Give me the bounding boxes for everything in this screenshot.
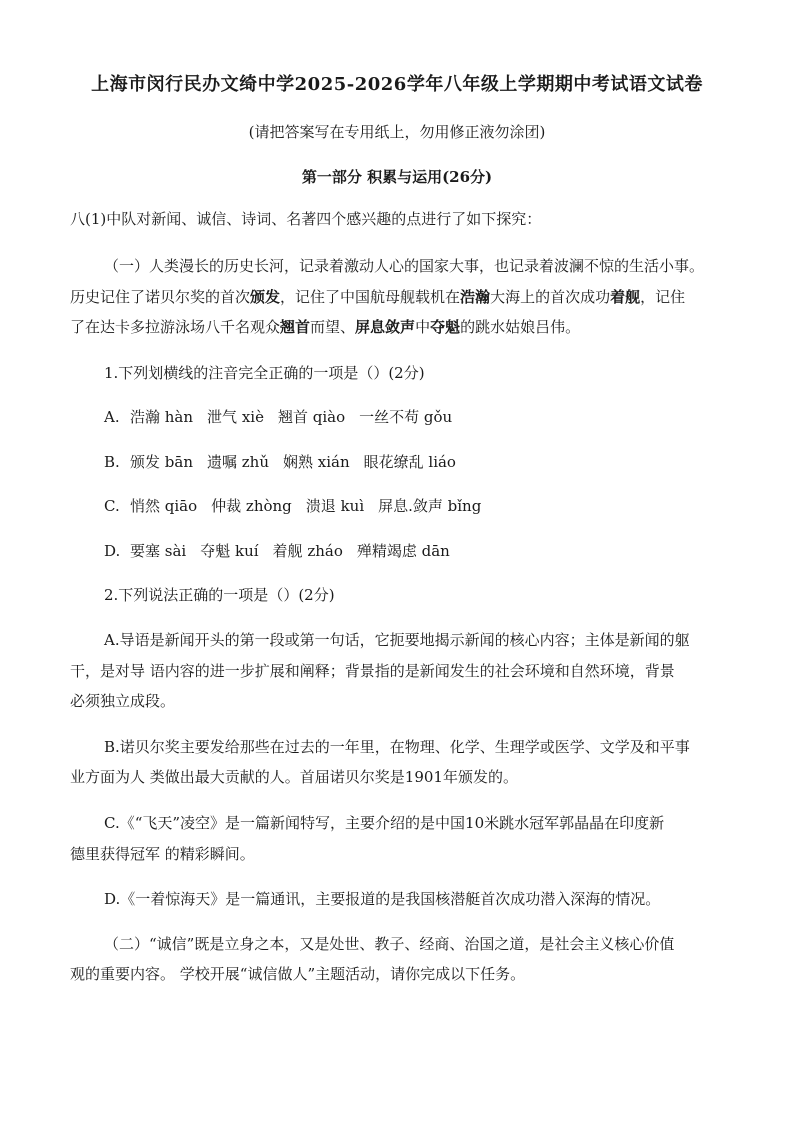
option-item: 殚精竭虑 dān	[356, 542, 450, 560]
passage1-text: 的跳水姑娘吕伟。	[460, 318, 581, 336]
passage1-text: 而望、	[310, 318, 356, 336]
underlined-word: 翘首	[280, 318, 311, 336]
question1-option-a	[104, 406, 764, 428]
passage2-line1: （二）“诚信”既是立身之本，又是处世、教子、经商、治国之道，是社会主义核心价值	[104, 935, 675, 953]
section-heading: 第一部分 积累与运用(26分)	[301, 168, 493, 186]
question1-option-b	[104, 451, 764, 473]
question2-option-b-line2: 业方面为人 类做出最大贡献的人。首届诺贝尔奖是1901年颁发的。	[70, 768, 518, 786]
option-item: 浩瀚 hàn	[130, 408, 194, 426]
option-item: 屏息.敛声 bǐng	[378, 497, 482, 515]
option-item: 着舰 zháo	[272, 542, 343, 560]
option-item: 悄然 qiāo	[130, 497, 198, 515]
question2-option-a-line3: 必须独立成段。	[70, 692, 176, 710]
passage1-line2	[70, 286, 730, 308]
question1-option-c	[104, 495, 764, 517]
option-item: 要塞 sài	[130, 542, 187, 560]
question2-option-c-line2: 德里获得冠军 的精彩瞬间。	[70, 845, 255, 863]
option-item: 仲裁 zhòng	[211, 497, 292, 515]
option-letter: A.	[104, 408, 120, 426]
question1-stem: 1.下列划横线的注音完全正确的一项是（）(2分)	[104, 364, 425, 382]
question2-option-c-line1: C.《“飞天”凌空》是一篇新闻特写，主要介绍的是中国10米跳水冠军郭晶晶在印度新	[104, 814, 665, 832]
passage1-text: 中	[415, 318, 431, 336]
passage2-line2: 观的重要内容。 学校开展“诚信做人”主题活动，请你完成以下任务。	[70, 965, 526, 983]
underlined-word: 着舰	[610, 288, 641, 306]
option-letter: C.	[104, 497, 120, 515]
passage1-text: ，记住	[640, 288, 686, 306]
passage1-line1: （一）人类漫长的历史长河，记录着激动人心的国家大事，也记录着波澜不惊的生活小事。	[104, 257, 705, 275]
passage1-text: 大海上的首次成功	[490, 288, 611, 306]
option-item: 溃退 kuì	[305, 497, 365, 515]
question2-option-a-line2: 干，是对导 语内容的进一步扩展和阐释；背景指的是新闻发生的社会环境和自然环境，背景	[70, 662, 675, 680]
exam-instruction-note: (请把答案写在专用纸上，勿用修正液勿涂团)	[248, 123, 546, 141]
option-item: 一丝不苟 gǒu	[359, 408, 453, 426]
option-letter: D.	[104, 542, 121, 560]
intro-text: 八(1)中队对新闻、诚信、诗词、名著四个感兴趣的点进行了如下探究：	[70, 210, 542, 228]
option-item: 颁发 bān	[130, 453, 193, 471]
underlined-word: 浩瀚	[460, 288, 491, 306]
passage1-text: 了在达卡多拉游泳场八千名观众	[70, 318, 281, 336]
question2-option-a-line1: A.导语是新闻开头的第一段或第一句话，它扼要地揭示新闻的核心内容；主体是新闻的躯	[104, 631, 690, 649]
option-letter: B.	[104, 453, 120, 471]
passage1-line3	[70, 316, 730, 338]
question2-option-b-line1: B.诺贝尔奖主要发给那些在过去的一年里，在物理、化学、生理学或医学、文学及和平事	[104, 738, 690, 756]
underlined-word: 夺魁	[430, 318, 461, 336]
exam-title: 上海市闵行民办文绮中学2025-2026学年八年级上学期期中考试语文试卷	[91, 74, 703, 95]
question2-option-d: D.《一着惊海天》是一篇通讯，主要报道的是我国核潜艇首次成功潜入深海的情况。	[104, 890, 661, 908]
option-item: 娴熟 xián	[282, 453, 350, 471]
question2-stem: 2.下列说法正确的一项是（）(2分)	[104, 586, 335, 604]
question1-option-d	[104, 540, 764, 562]
option-item: 眼花缭乱 liáo	[363, 453, 456, 471]
option-item: 翘首 qiào	[277, 408, 346, 426]
passage1-text: 历史记住了诺贝尔奖的首次	[70, 288, 251, 306]
option-item: 夺魁 kuí	[200, 542, 259, 560]
underlined-word: 颁发	[250, 288, 281, 306]
underlined-word: 屏息敛声	[355, 318, 416, 336]
passage1-text: ，记住了中国航母舰载机在	[280, 288, 461, 306]
option-item: 遗嘱 zhǔ	[206, 453, 269, 471]
option-item: 泄气 xiè	[207, 408, 264, 426]
